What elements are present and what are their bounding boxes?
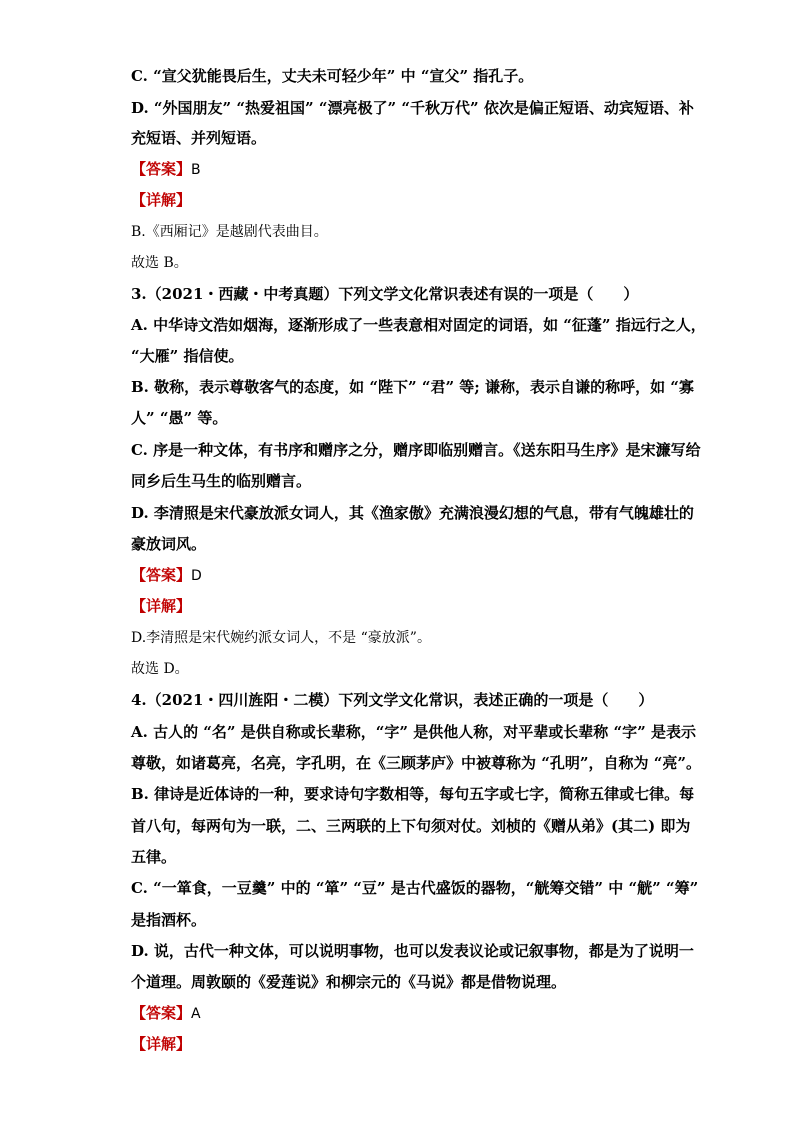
answer-value: D — [191, 568, 202, 584]
detail-label: 【详解】 — [131, 1035, 192, 1053]
answer-label: 【答案】 — [131, 566, 192, 584]
option-a-q4-line2: 尊敬，如诸葛亮，名亮，字孔明，在《三顾茅庐》中被尊称为 “孔明”，自称为 “亮”。 — [131, 754, 701, 772]
detail-label-q2 — [131, 190, 191, 210]
detail-label: 【详解】 — [131, 597, 192, 615]
choice-q2: 故选 B。 — [131, 255, 188, 271]
detail-label: 【详解】 — [131, 191, 192, 209]
option-d-q4-line2: 个道理。周敦颐的《爱莲说》和柳宗元的《马说》都是借物说理。 — [131, 973, 567, 991]
option-c-q4-line2: 是指酒杯。 — [131, 911, 207, 929]
option-a-q3-line1: A. 中华诗文浩如烟海，逐渐形成了一些表意相对固定的词语，如 “征蓬” 指远行之人， — [131, 316, 706, 334]
answer-value: B — [191, 162, 201, 178]
answer-row-q2 — [131, 159, 201, 180]
option-a-q3-line2: “大雁” 指信使。 — [131, 347, 244, 365]
explanation-q2: B.《西厢记》是越剧代表曲目。 — [131, 224, 328, 240]
option-c-q2: C. “宣父犹能畏后生，丈夫未可轻少年” 中 “宣父” 指孔子。 — [131, 67, 534, 85]
detail-label-q3 — [131, 596, 191, 616]
answer-label: 【答案】 — [131, 1004, 192, 1022]
answer-row-q4 — [131, 1003, 201, 1024]
detail-label-q4 — [131, 1034, 191, 1054]
question-3-stem: 3.（2021・西藏・中考真题）下列文学文化常识表述有误的一项是（ ） — [131, 285, 639, 303]
option-d-q3-line2: 豪放词风。 — [131, 535, 207, 553]
question-4-stem: 4.（2021・四川旌阳・二模）下列文学文化常识，表述正确的一项是（ ） — [131, 691, 654, 709]
option-b-q3-line2: 人” “愚” 等。 — [131, 409, 228, 427]
option-b-q3-line1: B. 敬称，表示尊敬客气的态度，如 “陛下” “君” 等; 谦称，表示自谦的称呼，如 “寡 — [131, 378, 694, 396]
option-b-q4-line2: 首八句，每两句为一联，二、三两联的上下句须对仗。刘桢的《赠从弟》(其二) 即为 — [131, 817, 691, 835]
option-c-q3-line1: C. 序是一种文体，有书序和赠序之分，赠序即临别赠言。《送东阳马生序》是宋濂写给 — [131, 441, 701, 459]
option-c-q4-line1: C. “一箪食，一豆羹” 中的 “箪” “豆” 是古代盛饭的器物，“觥筹交错” 中 “觥” “筹” — [131, 879, 699, 897]
answer-value: A — [191, 1006, 201, 1022]
option-d-q2-line2: 充短语、并列短语。 — [131, 129, 267, 147]
option-c-q3-line2: 同乡后生马生的临别赠言。 — [131, 472, 312, 490]
answer-row-q3 — [131, 565, 202, 586]
option-d-q2-line1: D. “外国朋友” “热爱祖国” “漂亮极了” “千秋万代” 依次是偏正短语、动宾短语、补 — [131, 99, 694, 117]
option-b-q4-line3: 五律。 — [131, 848, 177, 866]
option-b-q4-line1: B. 律诗是近体诗的一种，要求诗句字数相等，每句五字或七字，简称五律或七律。每 — [131, 785, 695, 803]
answer-label: 【答案】 — [131, 160, 192, 178]
option-d-q4-line1: D. 说，古代一种文体，可以说明事物，也可以发表议论或记叙事物，都是为了说明一 — [131, 942, 694, 960]
explanation-q3: D.李清照是宋代婉约派女词人，不是 “豪放派”。 — [131, 630, 431, 646]
choice-q3: 故选 D。 — [131, 661, 189, 677]
option-d-q3-line1: D. 李清照是宋代豪放派女词人，其《渔家傲》充满浪漫幻想的气息，带有气魄雄壮的 — [131, 504, 694, 522]
option-a-q4-line1: A. 古人的 “名” 是供自称或长辈称，“字” 是供他人称，对平辈或长辈称 “字” 是表示 — [131, 723, 696, 741]
